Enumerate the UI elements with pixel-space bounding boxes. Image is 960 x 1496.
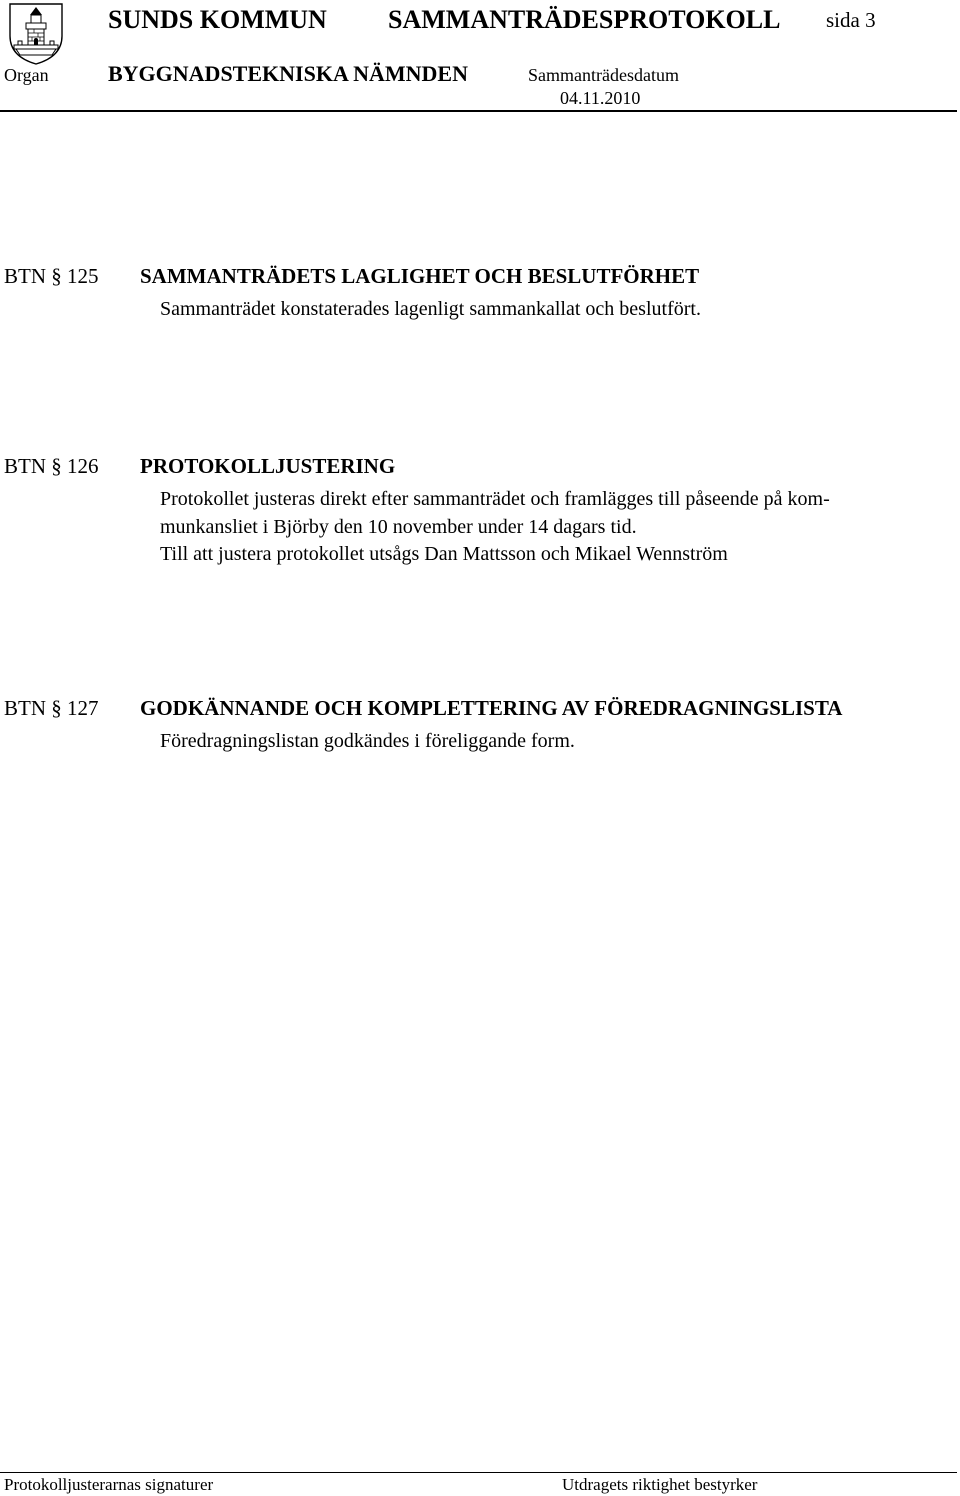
municipality-name: SUNDS KOMMUN	[108, 5, 327, 34]
meeting-date-value: 04.11.2010	[560, 88, 641, 108]
organ-name: BYGGNADSTEKNISKA NÄMNDEN	[108, 61, 468, 86]
footer-signatures-label: Protokolljusterarnas signaturer	[4, 1475, 214, 1494]
body-line: Till att justera protokollet utsågs Dan Mattsson och Mikael Wennström	[160, 543, 728, 565]
section-heading: SAMMANTRÄDETS LAGLIGHET OCH BESLUTFÖRHET	[140, 264, 700, 288]
page-number: sida 3	[826, 8, 876, 32]
section-reference: BTN § 126	[4, 454, 99, 478]
header-divider	[0, 110, 957, 112]
section-body	[160, 296, 955, 324]
body-line: Föredragningslistan godkändes i föreliggande form.	[160, 730, 575, 752]
organ-label: Organ	[4, 65, 49, 85]
section-body	[160, 728, 955, 756]
footer-divider	[0, 1472, 957, 1473]
document-type: SAMMANTRÄDESPROTOKOLL	[388, 5, 781, 34]
body-line: Sammanträdet konstaterades lagenligt sammankallat och beslutfört.	[160, 298, 701, 320]
body-line: munkansliet i Björby den 10 november under 14 dagars tid.	[160, 515, 637, 538]
footer-certification-label: Utdragets riktighet bestyrker	[562, 1475, 758, 1494]
section-body	[160, 486, 955, 569]
municipal-crest-castle-icon	[4, 2, 68, 66]
section-heading: GODKÄNNANDE OCH KOMPLETTERING AV FÖREDRAGNINGSLISTA	[140, 696, 843, 720]
section-reference: BTN § 127	[4, 696, 99, 720]
section-heading: PROTOKOLLJUSTERING	[140, 454, 396, 478]
section-reference: BTN § 125	[4, 264, 99, 288]
meeting-date-label: Sammanträdesdatum	[528, 65, 679, 85]
body-line: Protokollet justeras direkt efter sammanträdet och framlägges till påseende på kom-	[160, 488, 830, 510]
